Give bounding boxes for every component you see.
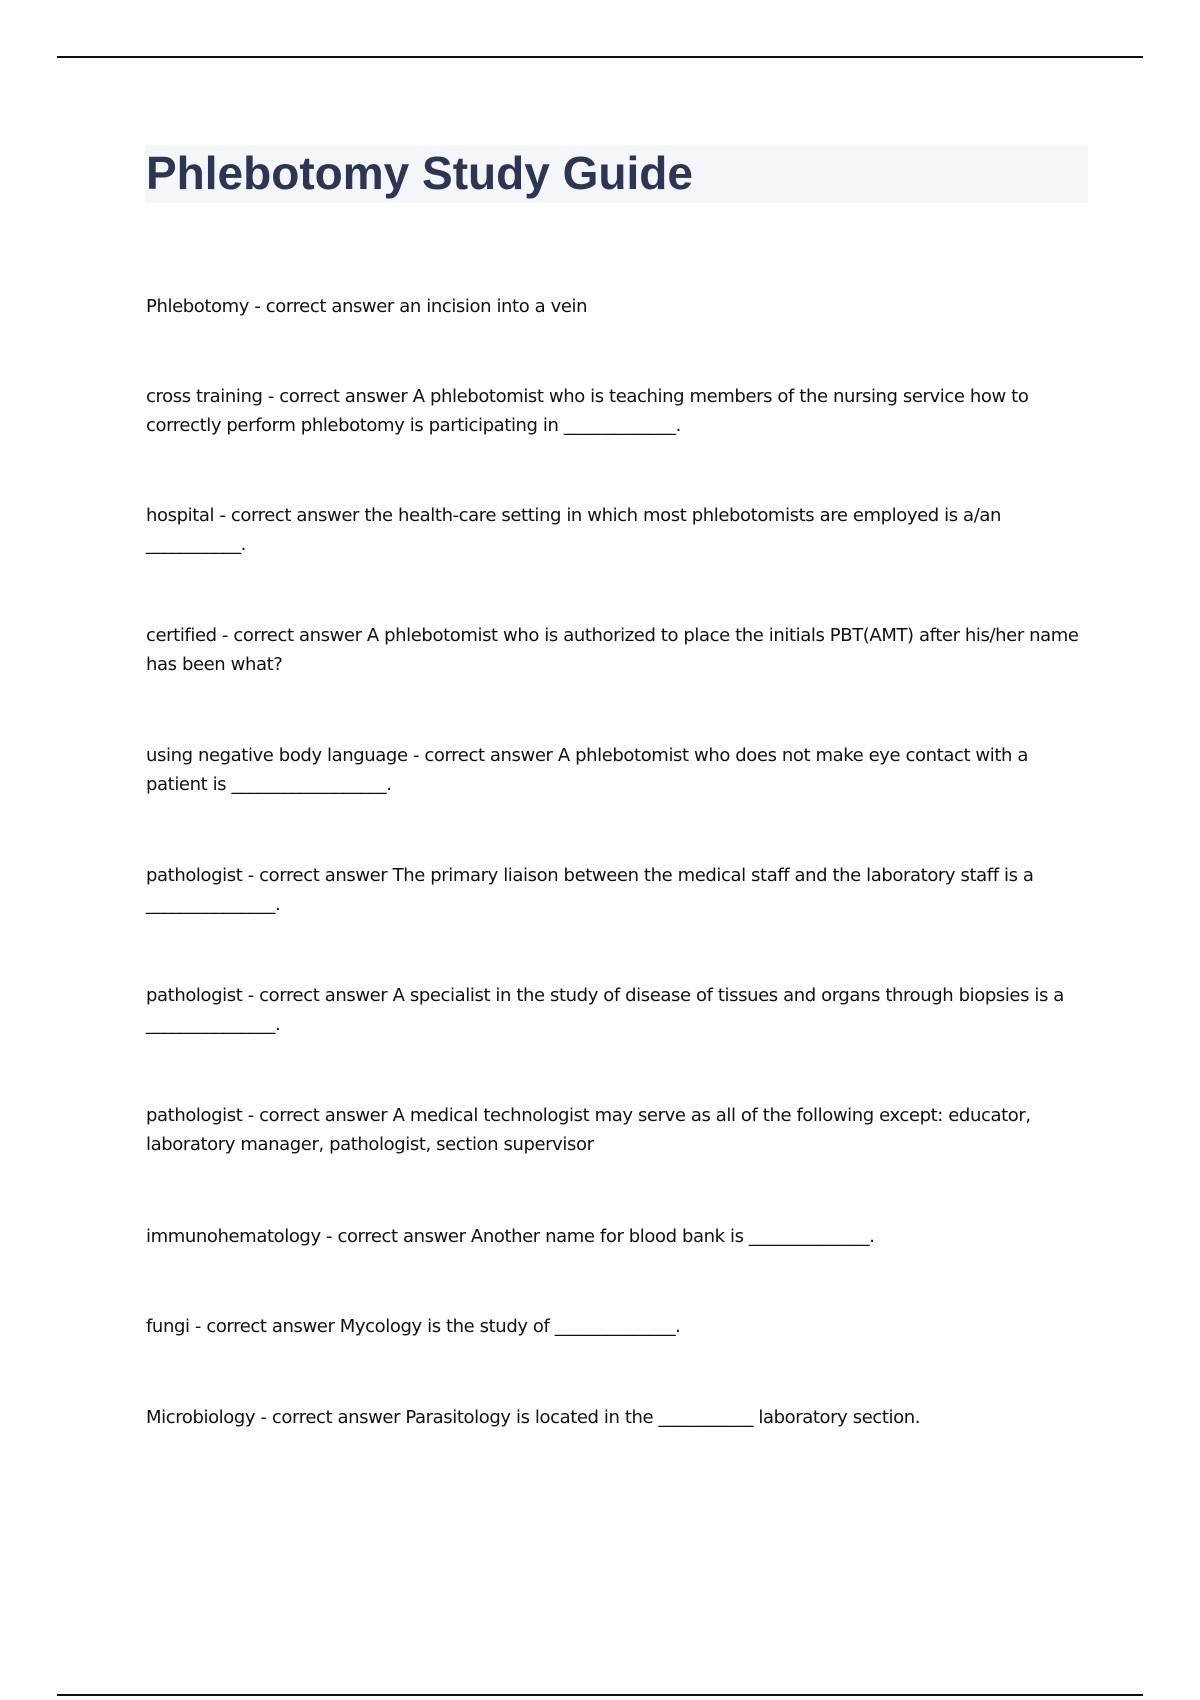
qa-entry: cross training - correct answer A phlebotomist who is teaching members of the nursing service how to correctly perform phlebotomy is participating in _____________.: [146, 386, 1029, 436]
qa-entry: fungi - correct answer Mycology is the study of ______________.: [146, 1316, 681, 1337]
footer-rule: [57, 1694, 1143, 1696]
qa-entry: Phlebotomy - correct answer an incision into a vein: [146, 296, 588, 317]
qa-entry: pathologist - correct answer A specialist in the study of disease of tissues and organs through biopsies is a _______________.: [146, 985, 1064, 1035]
qa-entry: hospital - correct answer the health-care setting in which most phlebotomists are employed is a/an ___________.: [146, 505, 1001, 555]
qa-entry: pathologist - correct answer The primary liaison between the medical staff and the laboratory staff is a _______________.: [146, 865, 1034, 915]
qa-entry: Microbiology - correct answer Parasitology is located in the ___________ laboratory section.: [146, 1407, 921, 1428]
document-title: Phlebotomy Study Guide: [146, 147, 693, 199]
qa-entry: pathologist - correct answer A medical technologist may serve as all of the following except: educator, laboratory manager, pathologist, section supervisor: [146, 1105, 1031, 1155]
qa-entry: immunohematology - correct answer Another name for blood bank is ______________.: [146, 1226, 875, 1247]
header-rule: [57, 56, 1143, 58]
qa-entry: using negative body language - correct answer A phlebotomist who does not make eye contact with a patient is __________________.: [146, 745, 1028, 795]
qa-entry: certified - correct answer A phlebotomist who is authorized to place the initials PBT(AMT) after his/her name has been what?: [146, 625, 1079, 675]
